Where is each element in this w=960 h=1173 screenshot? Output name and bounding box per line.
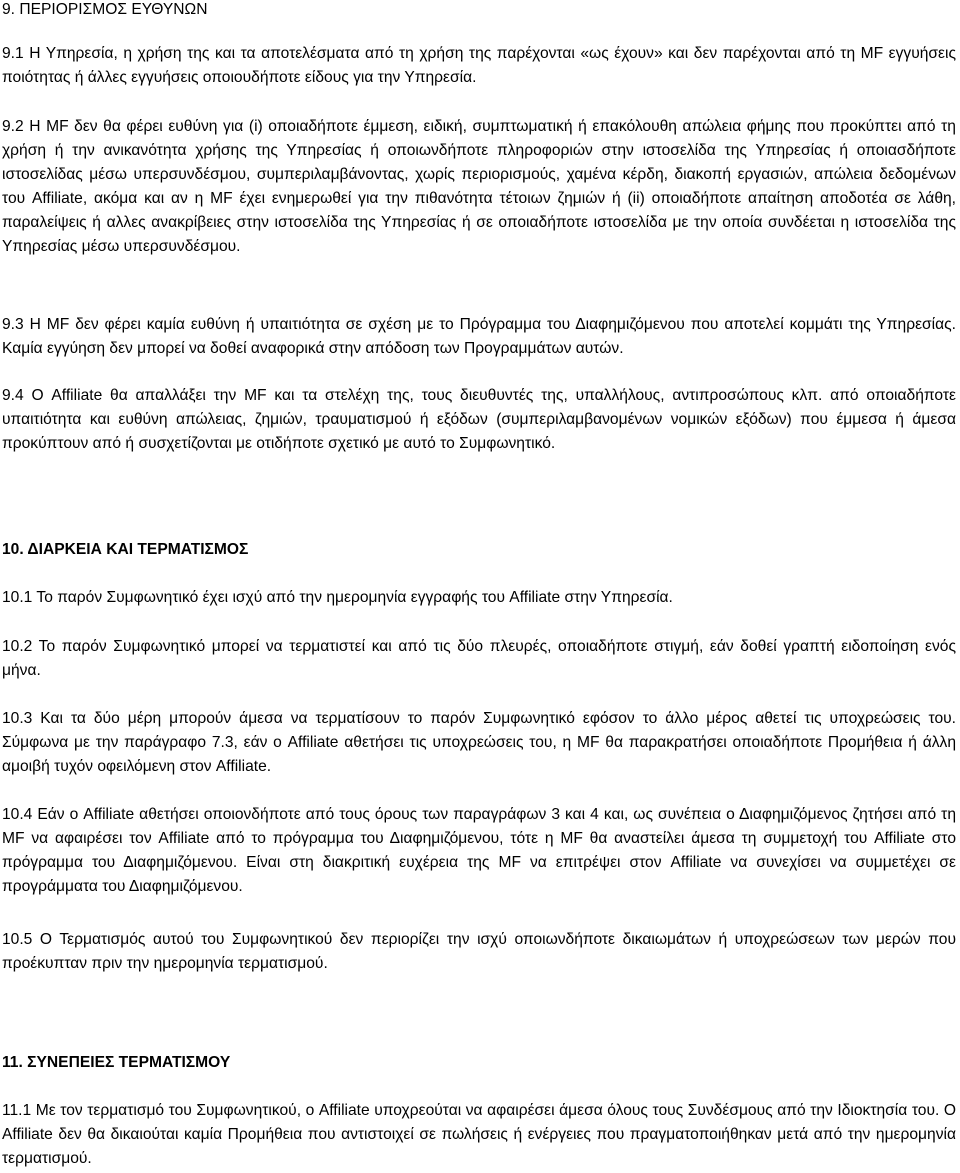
paragraph-10-2: 10.2 Το παρόν Συμφωνητικό μπορεί να τερματιστεί και από τις δύο πλευρές, οποιαδήποτε στιγμή, εάν δοθεί γραπτή ειδοποίηση ενός μήνα. xyxy=(2,638,956,679)
paragraph-10-1: 10.1 Το παρόν Συμφωνητικό έχει ισχύ από την ημερομηνία εγγραφής του Affiliate στην Υπηρεσία. xyxy=(2,589,673,606)
paragraph-9-2: 9.2 Η MF δεν θα φέρει ευθύνη για (i) οποιαδήποτε έμμεση, ειδική, συμπτωματική ή επακόλουθη απώλεια φήμης που προκύπτει από τη χρήση ή την ανικανότητα χρήσης της Υπηρεσίας ή οποιωνδήποτε πληροφοριών στην ιστοσελίδα της Υπηρεσίας ή οποιασδήποτε ιστοσελίδας μέσω υπερσυνδέσμου, συμπεριλαμβάνοντας, χωρίς περιορισμούς, χαμένα κέρδη, διακοπή εργασιών, απώλεια δεδομένων του Affiliate, ακόμα και αν η MF έχει ενημερωθεί για την πιθανότητα τέτοιων ζημιών ή (ii) οποιαδήποτε απαίτηση αποδοτέα σε λάθη, παραλείψεις ή αλλες ανακρίβειες στην ιστοσελίδα της Υπηρεσίας ή σε οποιαδήποτε ιστοσελίδα με την οποία συνδέεται η ιστοσελίδα της Υπηρεσίας μέσω υπερσυνδέσμου. xyxy=(2,118,956,255)
paragraph-10-3: 10.3 Και τα δύο μέρη μπορούν άμεσα να τερματίσουν το παρόν Συμφωνητικό εφόσον το άλλο μέρος αθετεί τις υποχρεώσεις του. Σύμφωνα με την παράγραφο 7.3, εάν ο Affiliate αθετήσει τις υποχρεώσεις του, η MF θα παρακρατήσει οποιαδήποτε Προμήθεια ή άλλη αμοιβή τυχόν οφειλόμενη στον Affiliate. xyxy=(2,710,956,775)
paragraph-9-3: 9.3 Η MF δεν φέρει καμία ευθύνη ή υπαιτιότητα σε σχέση με το Πρόγραμμα του Διαφημιζόμενου που αποτελεί κομμάτι της Υπηρεσίας. Καμία εγγύηση δεν μπορεί να δοθεί αναφορικά στην απόδοση των Προγραμμάτων αυτών. xyxy=(2,316,956,357)
paragraph-9-1: 9.1 Η Υπηρεσία, η χρήση της και τα αποτελέσματα από τη χρήση της παρέχονται «ως έχουν» και δεν παρέχονται από τη MF εγγυήσεις ποιότητας ή άλλες εγγυήσεις οποιουδήποτε είδους για την Υπηρεσία. xyxy=(2,45,956,86)
paragraph-11-1: 11.1 Με τον τερματισμό του Συμφωνητικού, ο Affiliate υποχρεούται να αφαιρέσει άμεσα όλους τους Συνδέσμους από την Ιδιοκτησία του. Ο Affiliate δεν θα δικαιούται καμία Προμήθεια που αντιστοιχεί σε πωλήσεις ή ενέργειες που πραγματοποιήθηκαν μετά από την ημερομηνία τερματισμού. xyxy=(2,1102,956,1167)
section-10-title: 10. ΔΙΑΡΚΕΙΑ ΚΑΙ ΤΕΡΜΑΤΙΣΜΟΣ xyxy=(2,541,249,558)
paragraph-10-5: 10.5 Ο Τερματισμός αυτού του Συμφωνητικού δεν περιορίζει την ισχύ οποιωνδήποτε δικαιωμάτων ή υποχρεώσεων των μερών που προέκυπταν πριν την ημερομηνία τερματισμού. xyxy=(2,931,956,972)
section-9-title: 9. ΠΕΡΙΟΡΙΣΜΟΣ ΕΥΘΥΝΩΝ xyxy=(2,1,208,18)
paragraph-10-4: 10.4 Εάν ο Affiliate αθετήσει οποιονδήποτε από τους όρους των παραγράφων 3 και 4 και, ως συνέπεια ο Διαφημιζόμενος ζητήσει από τη MF να αφαιρέσει τον Affiliate από το πρόγραμμα του Διαφημιζόμενου, τότε η MF θα αναστείλει άμεσα τη συμμετοχή του Affiliate στο πρόγραμμα του Διαφημιζόμενου. Είναι στη διακριτική ευχέρεια της MF να επιτρέψει στον Affiliate να συνεχίσει να συμμετέχει σε προγράμματα του Διαφημιζόμενου. xyxy=(2,806,956,895)
section-11-title: 11. ΣΥΝΕΠΕΙΕΣ ΤΕΡΜΑΤΙΣΜΟΥ xyxy=(2,1054,231,1071)
paragraph-9-4: 9.4 Ο Affiliate θα απαλλάξει την MF και τα στελέχη της, τους διευθυντές της, υπαλλήλους, αντιπροσώπους κλπ. από οποιαδήποτε υπαιτιότητα και ευθύνη απώλειας, ζημιών, τραυματισμού ή εξόδων (συμπεριλαμβανομένων νομικών εξόδων) που έμμεσα ή άμεσα προκύπτουν από ή συσχετίζονται με οτιδήποτε σχετικό με αυτό το Συμφωνητικό. xyxy=(2,387,956,452)
